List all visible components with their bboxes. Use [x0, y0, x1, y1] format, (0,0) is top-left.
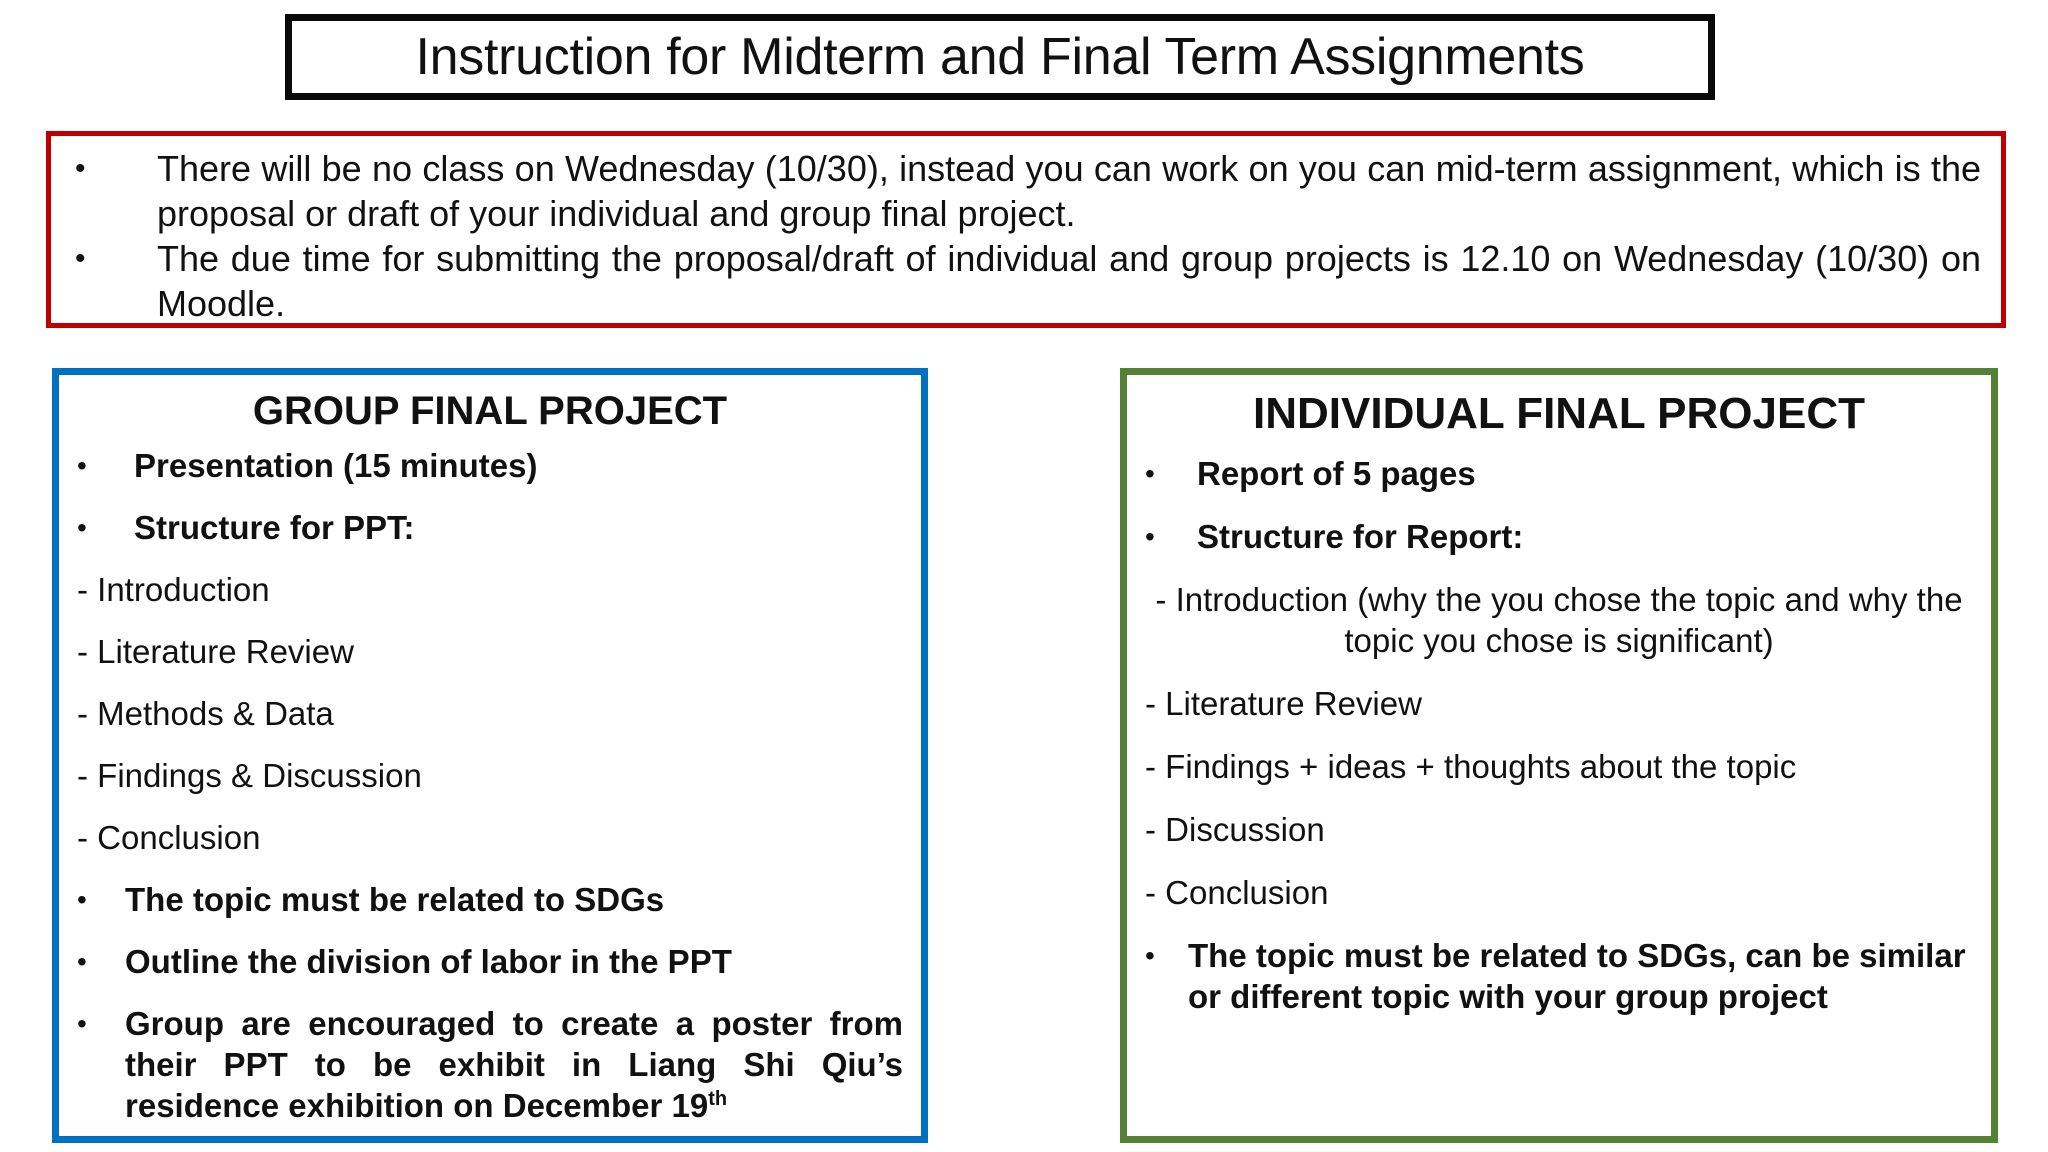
- individual-structure-item: • Structure for Report:: [1145, 518, 1524, 555]
- individual-section-item: - Conclusion: [1145, 874, 1329, 911]
- group-section-item: - Introduction: [77, 571, 270, 608]
- page-title: Instruction for Midterm and Final Term Assignments: [415, 28, 1585, 86]
- group-section-item: - Findings & Discussion: [77, 757, 422, 794]
- group-division-item: • Outline the division of labor in the PPT: [77, 943, 732, 980]
- group-structure-item: • Structure for PPT:: [77, 509, 415, 546]
- notice-list: [71, 146, 1981, 326]
- individual-project-heading: INDIVIDUAL FINAL PROJECT: [1253, 389, 1865, 438]
- group-project-panel: [52, 368, 928, 1143]
- notice-item: • The due time for submitting the proposal/draft of individual and group projects is 12.10 on Wednesday (10/30) on Moodle.: [71, 236, 1981, 326]
- group-topic-item: • The topic must be related to SDGs: [77, 881, 665, 918]
- group-section-item: - Literature Review: [77, 633, 354, 670]
- individual-section-item: - Introduction (why the you chose the topic and why the topic you chose is significant): [1155, 581, 1963, 659]
- title-box: [285, 14, 1715, 100]
- individual-project-panel: [1120, 368, 1998, 1143]
- bullet-icon: •: [1145, 940, 1155, 971]
- group-section-item: - Conclusion: [77, 819, 261, 856]
- bullet-icon: •: [77, 450, 87, 481]
- bullet-icon: •: [1145, 521, 1155, 552]
- individual-section-item: - Findings + ideas + thoughts about the topic: [1145, 748, 1797, 785]
- group-section-item: - Methods & Data: [77, 695, 334, 732]
- group-project-heading: GROUP FINAL PROJECT: [252, 389, 728, 433]
- individual-section-item: - Discussion: [1145, 811, 1325, 848]
- bullet-icon: •: [77, 884, 87, 915]
- bullet-icon: •: [77, 512, 87, 543]
- bullet-icon: •: [77, 1008, 87, 1039]
- bullet-icon: •: [77, 946, 87, 977]
- individual-report-item: • Report of 5 pages: [1145, 455, 1476, 492]
- bullet-icon: •: [1145, 458, 1155, 489]
- individual-topic-item: • The topic must be related to SDGs, can be similar or different topic with your group project: [1145, 937, 1966, 1015]
- ordinal-suffix: th: [708, 1088, 728, 1110]
- notice-item: • There will be no class on Wednesday (10/30), instead you can work on you can mid-term assignment, which is the proposal or draft of your individual and group final project.: [71, 146, 1981, 236]
- group-poster-item: • Group are encouraged to create a poster from their PPT to be exhibit in Liang Shi Qiu’s residence exhibition on December 19th: [77, 1005, 903, 1124]
- group-presentation-item: • Presentation (15 minutes): [77, 447, 538, 484]
- notice-box: [46, 131, 2006, 328]
- individual-section-item: - Literature Review: [1145, 685, 1422, 722]
